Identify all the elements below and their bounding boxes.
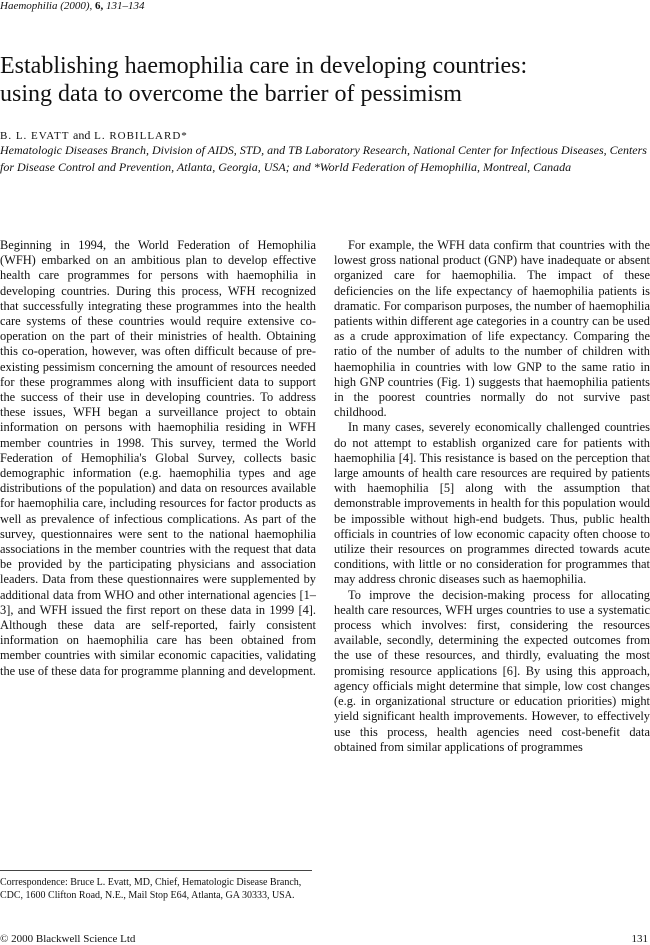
page-number: 131 [631,933,648,945]
body-paragraph: To improve the decision-making process for allocating health care resources, WFH urges countries to use a systematic process which involves: first, considering the resources available, secondly, determining the expected outcomes from the use of these resources, and thirdly, evaluating the most promising resource applications [6]. By using this approach, agency officials might determine that simple, low cost changes (e.g. in organizational structure or education priorities) might yield significant health improvements. However, to effectively use this process, health agencies need cost-benefit data obtained from similar applications of programmes [334,587,650,754]
body-paragraph: In many cases, severely economically challenged countries do not attempt to establish organized care for patients with haemophilia [4]. This resistance is based on the perception that large amounts of health care resources are required by patients with haemophilia [5] along with the assumption that demonstrable improvements in health for this population would be impossible without high-end budgets. Thus, public health officials in countries of low economic capacity often choose to utilize their resources on programmes directed towards acute conditions, with little or no consideration for programmes that may address chronic diseases such as haemophilia. [334,420,650,587]
title-line-2: using data to overcome the barrier of pessimism [0,81,462,107]
body-column-right [334,238,650,755]
correspondence-footnote: Correspondence: Bruce L. Evatt, MD, Chief, Hematologic Disease Branch, CDC, 1600 Clifton Road, N.E., Mail Stop E64, Atlanta, GA 30333, USA. [0,877,302,901]
author-join: and [73,128,91,142]
affiliation: Hematologic Diseases Branch, Division of AIDS, STD, and TB Laboratory Research, National Center for Infectious Diseases, Centers for Disease Control and Prevention, Atlanta, Georgia, USA; and *World Federation of Hemophilia, Montreal, Canada [0,143,647,174]
author-2: L. ROBILLARD* [94,130,188,142]
journal-name: Haemophilia [0,0,58,12]
journal-year: (2000), [60,0,93,12]
copyright-notice: © 2000 Blackwell Science Ltd [0,933,136,945]
author-list [0,128,188,143]
body-paragraph: Beginning in 1994, the World Federation of Hemophilia (WFH) embarked on an ambitious plan to develop effective health care programmes for persons with haemophilia in developing countries. During this process, WFH recognized that successfully integrating these programmes into the health care systems of these countries would require extensive co-operation on the part of their ministries of health. Obtaining this co-operation, however, was often difficult because of pre-existing pessimism concerning the amount of resources needed for these programmes along with insufficient data to support the success of their use in developing countries. To address these issues, WFH began a surveillance project to obtain information on persons with haemophilia residing in WFH member countries in 1998. This survey, termed the World Federation of Hemophilia's Global Survey, collects basic demographic information (e.g. haemophilia types and age distributions of the population) and data on resources available for haemophilia care, including resources for factor products as well as prevalence of infectious complications. As part of the survey, questionnaires were sent to the national haemophilia associations in the member countries with the request that data be provided by the participating physicians and association leaders. Data from these questionnaires were supplemented by additional data from WHO and other international agencies [1–3], and WFH issued the first report on these data in 1999 [4]. Although these data are self-reported, fairly consistent information on haemophilia care has been obtained from member countries with similar economic capacities, validating the use of these data for programme planning and development. [0,238,316,678]
journal-volume: 6, [95,0,104,12]
journal-pages: 131–134 [106,0,145,12]
body-paragraph: For example, the WFH data confirm that countries with the lowest gross national product (GNP) have inadequate or absent organized care for haemophilia. The impact of these deficiencies on the life expectancy of haemophilia patients is dramatic. For comparison purposes, the number of haemophilia patients within different age categories in a country can be used as a crude approximation of life expectancy. Comparing the ratio of the number of adults to the number of children with haemophilia in countries with low GNP to the same ratio in high GNP countries (Fig. 1) suggests that haemophilia patients in the poorest countries normally do not survive past childhood. [334,238,650,420]
footnote-divider [0,870,312,871]
body-column-left [0,238,316,679]
article-title [0,52,648,108]
author-1: B. L. EVATT [0,130,70,142]
journal-citation [0,0,145,12]
title-line-1: Establishing haemophilia care in developing countries: [0,53,528,79]
